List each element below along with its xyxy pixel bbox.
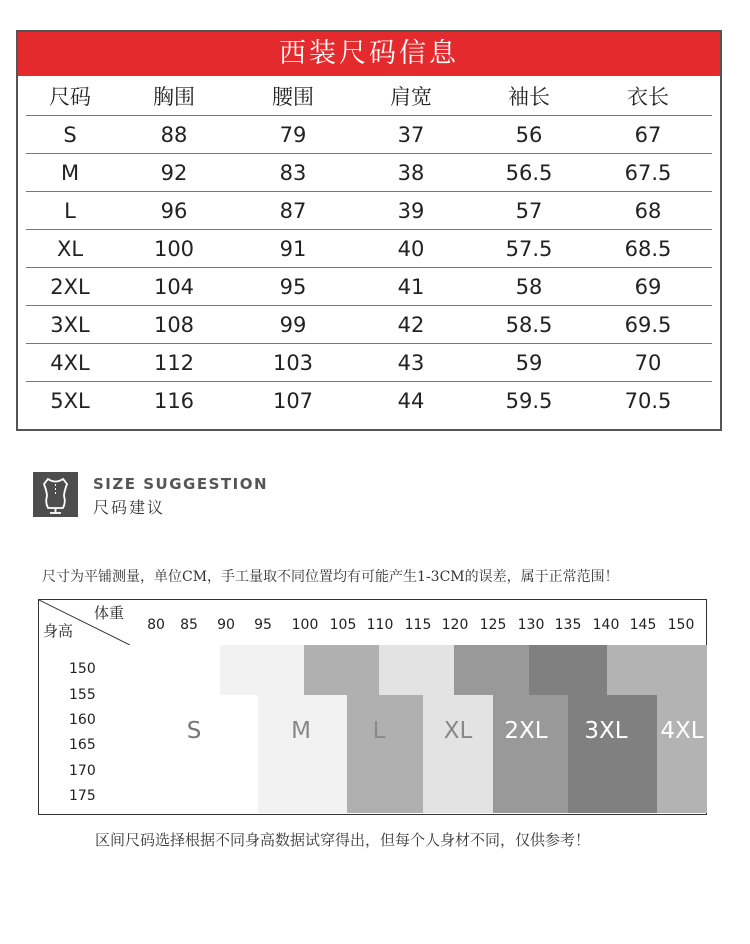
size-table-row	[26, 382, 712, 420]
size-table-cell: 59.5	[505, 389, 553, 413]
size-table-cell: 67	[634, 122, 662, 147]
size-region-3xl	[568, 695, 657, 813]
suggestion-title-en: SIZE SUGGESTION	[93, 475, 269, 493]
mannequin-icon	[33, 472, 78, 517]
size-table-cell: 5XL	[50, 389, 90, 413]
size-table-cell: 88	[160, 122, 188, 147]
size-region-4xl	[607, 645, 707, 695]
size-table-cell: 58.5	[505, 312, 553, 337]
height-label: 175	[69, 788, 96, 804]
size-table-cell: M	[60, 160, 80, 185]
weight-label: 120	[441, 617, 469, 633]
size-table-cell: 37	[397, 122, 425, 147]
size-region-l	[342, 645, 379, 695]
weight-label: 95	[254, 617, 272, 633]
size-table-row	[26, 306, 712, 344]
weight-label: 100	[291, 617, 319, 633]
size-table-cell: 116	[153, 389, 195, 413]
size-region-3xl	[529, 645, 607, 695]
disclaimer-note: 区间尺码选择根据不同身高数据试穿得出，但每个人身材不同，仅供参考！	[95, 831, 591, 849]
size-table-cell: 70.5	[624, 389, 672, 413]
size-table-cell: 43	[397, 350, 425, 375]
size-table-header-cell: 胸围	[153, 84, 195, 109]
weight-label: 140	[592, 617, 620, 633]
size-region-label: M	[291, 718, 311, 744]
size-region-label: S	[186, 718, 202, 744]
size-table-cell: 56.5	[505, 160, 553, 185]
size-table-cell: 79	[279, 122, 307, 147]
weight-label: 110	[366, 617, 394, 633]
size-table-cell: 83	[279, 160, 307, 185]
size-region-xl	[423, 695, 493, 813]
size-region-2xl	[493, 695, 568, 813]
size-table-cell: 103	[272, 350, 314, 375]
weight-label: 80	[147, 617, 165, 633]
size-region-label: L	[372, 718, 386, 744]
suggestion-title-cn: 尺码建议	[93, 498, 166, 517]
size-table-cell: 112	[153, 350, 195, 375]
height-label: 170	[69, 763, 96, 779]
size-table-header-cell: 袖长	[508, 84, 550, 109]
size-table-cell: 87	[279, 198, 307, 223]
size-region-m	[258, 695, 347, 813]
weight-label: 90	[217, 617, 235, 633]
size-table-cell: 100	[153, 236, 195, 261]
size-table-cell: 69.5	[624, 312, 672, 337]
size-table-row	[26, 154, 712, 192]
height-label: 160	[69, 712, 96, 728]
size-region-label: 4XL	[660, 718, 704, 744]
size-table-header	[26, 76, 712, 116]
weight-axis-label: 体重	[93, 604, 124, 622]
size-table-cell: 4XL	[50, 350, 90, 375]
size-table-header-cell: 衣长	[627, 84, 669, 109]
weight-label: 150	[667, 617, 695, 633]
height-axis-label: 身高	[43, 622, 74, 640]
size-table-cell: 42	[397, 312, 425, 337]
size-region-label: XL	[443, 718, 473, 744]
size-table-row	[26, 344, 712, 382]
size-table-cell: 44	[397, 389, 425, 413]
size-table-cell: 40	[397, 236, 425, 261]
size-region-l	[347, 695, 423, 813]
size-table-row	[26, 268, 712, 306]
size-table-cell: 57.5	[505, 236, 553, 261]
size-region-4xl	[657, 695, 707, 813]
size-table-row	[26, 116, 712, 154]
size-table-cell: 108	[153, 312, 195, 337]
size-grid	[18, 76, 720, 420]
size-region-label: 3XL	[584, 718, 628, 744]
size-table-cell: 92	[160, 160, 188, 185]
size-table-header-cell: 腰围	[272, 84, 314, 109]
height-label: 165	[69, 737, 96, 753]
weight-label: 145	[629, 617, 657, 633]
height-label: 155	[69, 687, 96, 703]
size-table-cell: 41	[397, 274, 425, 299]
size-table-cell: 58	[515, 274, 543, 299]
size-table-cell: 57	[515, 198, 543, 223]
weight-label: 125	[479, 617, 507, 633]
size-table-cell: 67.5	[624, 160, 672, 185]
size-table-row	[26, 230, 712, 268]
size-table-cell: 104	[153, 274, 195, 299]
size-table-cell: 68.5	[624, 236, 672, 261]
size-table-cell: 70	[634, 350, 662, 375]
size-region-xl	[379, 645, 454, 695]
size-table-cell: 91	[279, 236, 307, 261]
weight-label: 115	[404, 617, 432, 633]
size-table-cell: 38	[397, 160, 425, 185]
size-table-header-cell: 肩宽	[390, 84, 432, 109]
size-table-cell: 95	[279, 274, 307, 299]
size-table-row	[26, 192, 712, 230]
size-table-cell: 2XL	[50, 274, 90, 299]
weight-label: 130	[517, 617, 545, 633]
size-table-cell: 56	[515, 122, 543, 147]
size-region-label: 2XL	[504, 718, 548, 744]
size-table-cell: 96	[160, 198, 188, 223]
size-table-cell: 68	[634, 198, 662, 223]
size-table-cell: 69	[634, 274, 662, 299]
weight-label: 105	[329, 617, 357, 633]
weight-label: 135	[554, 617, 582, 633]
height-label: 150	[69, 661, 96, 677]
measurement-note: 尺寸为平铺测量，单位CM，手工量取不同位置均有可能产生1-3CM的误差，属于正常范围！	[42, 569, 619, 585]
size-table-cell: L	[64, 198, 76, 223]
size-table-title: 西装尺码信息	[18, 32, 720, 76]
size-table-cell: S	[63, 122, 77, 147]
chart-corner	[39, 600, 130, 645]
size-table-cell: XL	[56, 236, 84, 261]
size-table-cell: 99	[279, 312, 307, 337]
size-table-header-cell: 尺码	[49, 84, 91, 109]
size-info-table	[16, 30, 722, 431]
size-table-cell: 39	[397, 198, 425, 223]
size-table-cell: 59	[515, 350, 543, 375]
size-table-cell: 3XL	[50, 312, 90, 337]
size-region-2xl	[454, 645, 529, 695]
size-region-m	[220, 645, 304, 695]
weight-label: 85	[180, 617, 198, 633]
size-table-cell: 107	[272, 389, 314, 413]
size-suggestion-chart	[38, 599, 707, 815]
